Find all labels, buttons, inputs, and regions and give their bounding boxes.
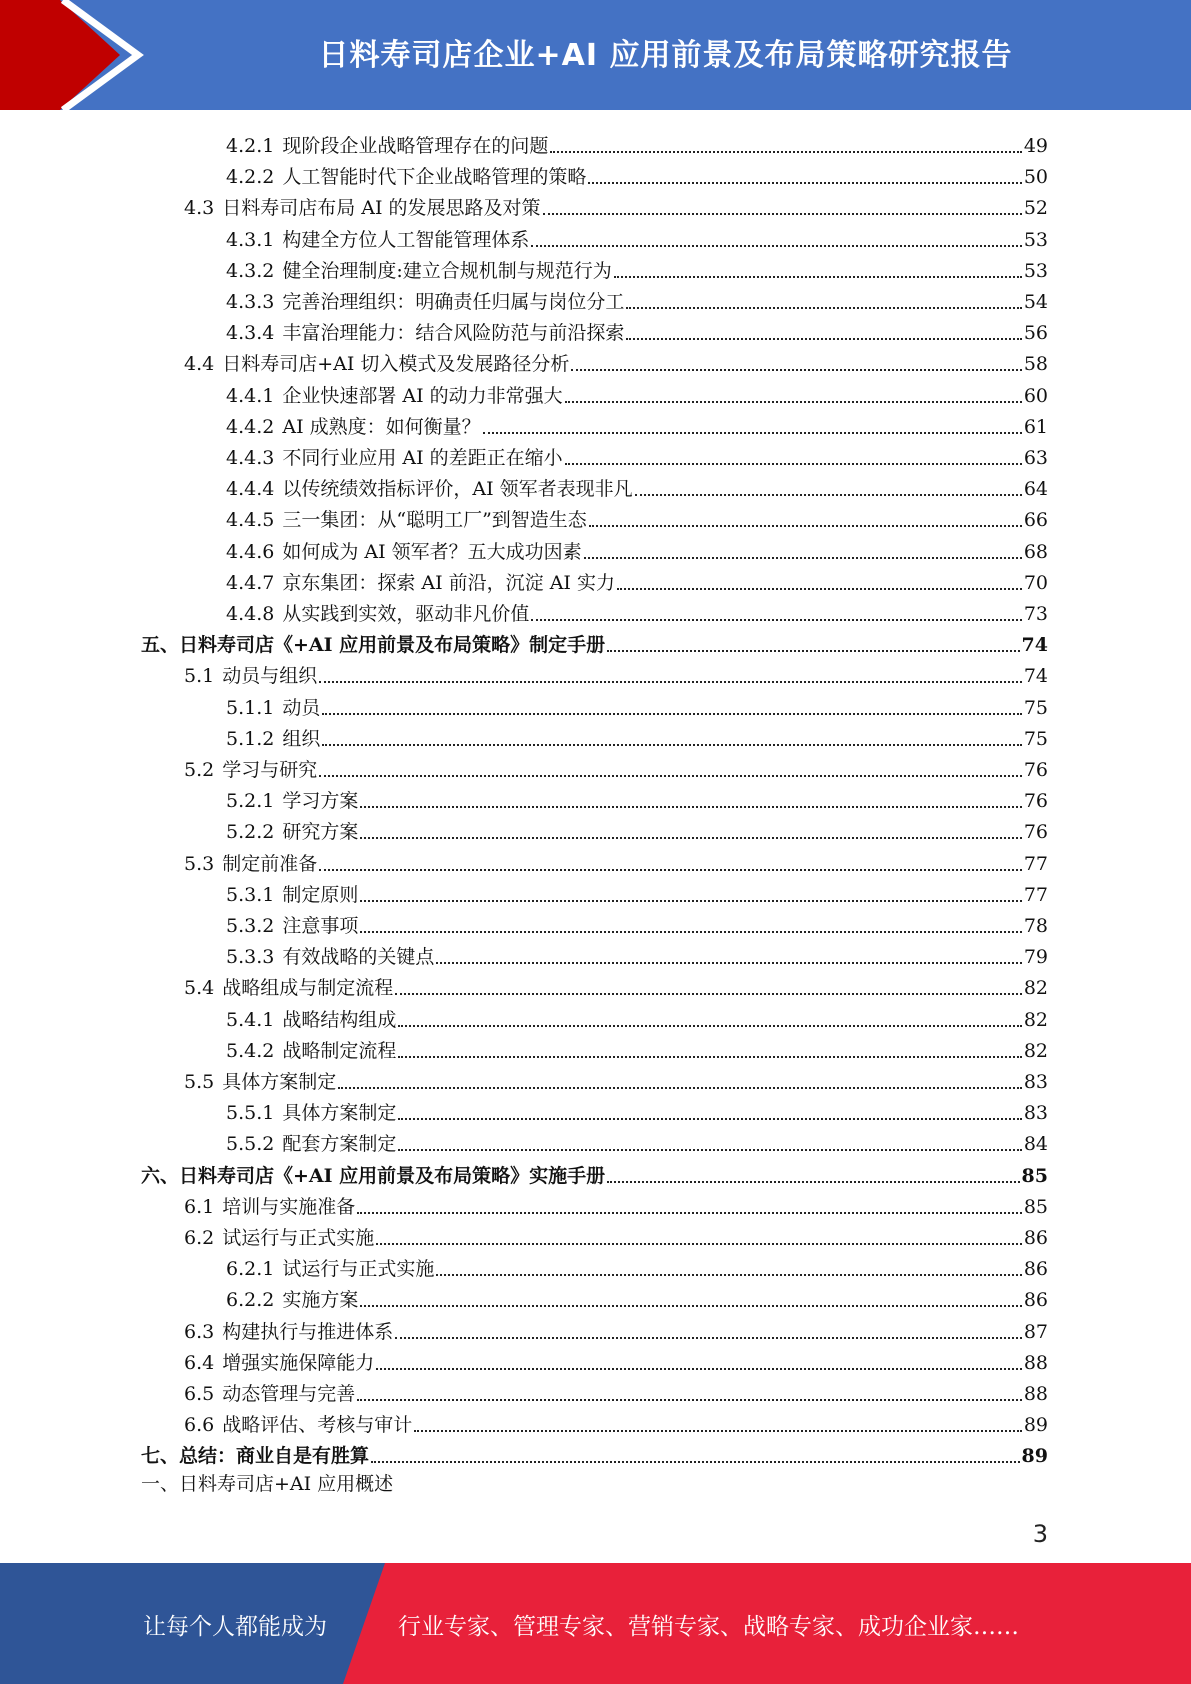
toc-dot-leader xyxy=(531,619,1021,621)
toc-dot-leader xyxy=(589,525,1022,527)
toc-entry[interactable] xyxy=(226,314,1048,345)
toc-entry[interactable] xyxy=(226,1001,1048,1032)
toc-dot-leader xyxy=(395,993,1022,995)
toc-entry-page: 70 xyxy=(1023,571,1048,594)
toc-entry-page: 78 xyxy=(1023,915,1048,937)
toc-entry-page: 85 xyxy=(1021,1164,1048,1187)
toc-entry-number: 5.2 xyxy=(184,759,215,781)
toc-entry[interactable] xyxy=(226,1094,1048,1125)
toc-dot-leader xyxy=(398,1056,1021,1058)
toc-entry-page: 79 xyxy=(1023,946,1048,969)
toc-entry[interactable] xyxy=(184,345,1048,376)
toc-entry-title: 研究方案 xyxy=(282,821,359,844)
toc-entry-page: 66 xyxy=(1023,509,1048,532)
toc-entry-number: 6.5 xyxy=(184,1383,215,1405)
toc-entry-page: 76 xyxy=(1023,821,1048,844)
toc-entry-page: 75 xyxy=(1023,727,1048,750)
toc-entry-number: 4.4.8 xyxy=(226,603,275,625)
toc-dot-leader xyxy=(322,744,1021,746)
toc-entry-title: 试运行与正式实施 xyxy=(282,1258,435,1281)
toc-entry[interactable] xyxy=(226,283,1048,314)
toc-entry[interactable] xyxy=(184,189,1048,220)
toc-entry[interactable] xyxy=(226,501,1048,532)
toc-entry[interactable] xyxy=(184,1188,1048,1219)
document-title: 日料寿司店企业+AI 应用前景及布局策略研究报告 xyxy=(318,38,1013,73)
toc-entry-number: 4.4.2 xyxy=(226,415,275,438)
toc-entry-title: 日料寿司店布局 AI 的发展思路及对策 xyxy=(222,197,541,220)
toc-entry-number: 6.6 xyxy=(184,1414,215,1437)
toc-entry-title: 战略组成与制定流程 xyxy=(222,977,394,1000)
toc-entry[interactable] xyxy=(226,127,1048,158)
toc-dot-leader xyxy=(360,931,1021,933)
toc-dot-leader xyxy=(395,1337,1022,1339)
toc-entry-title: 构建全方位人工智能管理体系 xyxy=(282,228,530,251)
toc-entry-title: 不同行业应用 AI 的差距正在缩小 xyxy=(282,447,563,469)
toc-entry[interactable] xyxy=(141,1157,1048,1188)
toc-entry-number: 4.3.4 xyxy=(226,322,275,345)
toc-entry[interactable] xyxy=(226,720,1048,751)
toc-entry-page: 86 xyxy=(1023,1227,1048,1249)
toc-entry-page: 86 xyxy=(1023,1289,1048,1312)
toc-entry-number: 6.2.2 xyxy=(226,1289,275,1312)
toc-entry-title: 战略制定流程 xyxy=(282,1039,397,1062)
toc-entry-number: 4.3.2 xyxy=(226,259,275,282)
toc-entry[interactable] xyxy=(184,1375,1048,1406)
toc-entry-title: 培训与实施准备 xyxy=(222,1195,356,1218)
toc-entry-page: 77 xyxy=(1023,883,1048,906)
toc-dot-leader xyxy=(338,1087,1022,1089)
toc-entry-title: 如何成为 AI 领军者？五大成功因素 xyxy=(282,540,582,563)
toc-entry-number: 5.1.2 xyxy=(226,727,275,750)
toc-entry-number: 5.4.1 xyxy=(226,1008,275,1031)
toc-entry-page: 54 xyxy=(1023,291,1048,313)
toc-entry-page: 75 xyxy=(1023,696,1048,719)
toc-entry[interactable] xyxy=(226,221,1048,252)
toc-entry[interactable] xyxy=(184,969,1048,1000)
toc-entry-title: 现阶段企业战略管理存在的问题 xyxy=(282,135,549,157)
toc-entry[interactable] xyxy=(184,1406,1048,1437)
toc-entry-number: 七、 xyxy=(141,1445,180,1468)
toc-entry[interactable] xyxy=(226,689,1048,720)
toc-entry-number: 5.3.1 xyxy=(226,883,275,906)
toc-entry-number: 4.4.5 xyxy=(226,509,275,532)
toc-entry[interactable] xyxy=(184,1313,1048,1344)
toc-entry-title: 组织 xyxy=(282,727,321,750)
toc-entry-page: 49 xyxy=(1023,135,1048,157)
toc-dot-leader xyxy=(607,1181,1019,1183)
toc-entry[interactable] xyxy=(184,1344,1048,1375)
toc-entry-title: 从实践到实效，驱动非凡价值 xyxy=(282,603,530,625)
toc-dot-leader xyxy=(414,1430,1022,1432)
toc-dot-leader xyxy=(436,962,1021,964)
toc-dot-leader xyxy=(322,713,1021,715)
toc-entry[interactable] xyxy=(226,1281,1048,1312)
toc-entry[interactable] xyxy=(226,1125,1048,1156)
toc-entry[interactable] xyxy=(226,782,1048,813)
toc-entry-number: 4.4.3 xyxy=(226,447,275,469)
toc-entry-number: 4.3 xyxy=(184,197,215,220)
toc-entry-number: 5.2.1 xyxy=(226,790,275,813)
toc-dot-leader xyxy=(376,1368,1022,1370)
toc-dot-leader xyxy=(398,1025,1021,1027)
toc-entry-number: 4.3.1 xyxy=(226,228,275,251)
toc-entry-page: 73 xyxy=(1023,603,1048,625)
toc-dot-leader xyxy=(550,151,1021,153)
toc-entry-number: 4.4.1 xyxy=(226,384,275,407)
toc-entry[interactable] xyxy=(141,626,1048,657)
toc-entry-page: 61 xyxy=(1023,415,1048,438)
toc-entry-number: 4.4.6 xyxy=(226,540,275,563)
toc-entry-title: 制定前准备 xyxy=(222,852,318,875)
toc-entry[interactable] xyxy=(226,907,1048,938)
toc-entry-title: 试运行与正式实施 xyxy=(222,1227,375,1249)
toc-entry-number: 5.5.2 xyxy=(226,1133,275,1156)
toc-dot-leader xyxy=(360,900,1021,902)
toc-entry-number: 4.4.7 xyxy=(226,571,275,594)
page-header xyxy=(0,0,1191,110)
toc-entry-number: 4.4 xyxy=(184,353,215,376)
toc-dot-leader xyxy=(398,1149,1021,1151)
toc-entry-page: 89 xyxy=(1021,1445,1048,1468)
toc-entry-number: 5.3 xyxy=(184,852,215,875)
toc-entry-title: 日料寿司店+AI 切入模式及发展路径分析 xyxy=(222,353,570,376)
toc-entry-page: 53 xyxy=(1023,259,1048,282)
toc-entry-number: 5.3.3 xyxy=(226,946,275,969)
toc-dot-leader xyxy=(360,837,1021,839)
toc-dot-leader xyxy=(531,245,1021,247)
toc-entry-title: 配套方案制定 xyxy=(282,1133,397,1156)
toc-entry-number: 5.1.1 xyxy=(226,696,275,719)
toc-entry[interactable] xyxy=(226,470,1048,501)
toc-entry[interactable] xyxy=(226,1032,1048,1063)
toc-entry[interactable] xyxy=(226,408,1048,439)
toc-entry-title: 完善治理组织：明确责任归属与岗位分工 xyxy=(282,291,625,313)
toc-dot-leader xyxy=(436,1274,1021,1276)
toc-entry-page: 82 xyxy=(1023,1008,1048,1031)
toc-entry-page: 86 xyxy=(1023,1258,1048,1281)
toc-entry[interactable] xyxy=(226,595,1048,626)
toc-entry[interactable] xyxy=(184,1063,1048,1094)
toc-dot-leader xyxy=(635,494,1022,496)
toc-entry-title: 动态管理与完善 xyxy=(222,1383,356,1405)
toc-entry-number: 4.2.2 xyxy=(226,166,275,189)
toc-entry-page: 88 xyxy=(1023,1351,1048,1374)
header-red-arrow-decoration xyxy=(0,0,150,110)
toc-entry-page: 76 xyxy=(1023,759,1048,781)
toc-entry-page: 89 xyxy=(1023,1414,1048,1437)
toc-entry-title: 实施方案 xyxy=(282,1289,359,1312)
toc-dot-leader xyxy=(483,432,1022,434)
toc-entry[interactable] xyxy=(226,533,1048,564)
toc-entry-page: 50 xyxy=(1023,166,1048,189)
toc-entry-title: 战略评估、考核与审计 xyxy=(222,1414,413,1437)
toc-dot-leader xyxy=(617,588,1022,590)
toc-dot-leader xyxy=(607,650,1019,652)
toc-dot-leader xyxy=(376,1243,1022,1245)
toc-entry-title: 有效战略的关键点 xyxy=(282,946,435,969)
toc-dot-leader xyxy=(357,1212,1022,1214)
toc-dot-leader xyxy=(614,276,1022,278)
page-number: 3 xyxy=(1032,1520,1048,1548)
toc-entry-number: 5.5.1 xyxy=(226,1102,275,1125)
toc-entry-title: 人工智能时代下企业战略管理的策略 xyxy=(282,166,587,189)
toc-entry-number: 五、 xyxy=(141,634,180,657)
toc-entry-title: 丰富治理能力：结合风险防范与前沿探索 xyxy=(282,322,625,345)
toc-entry-title: 构建执行与推进体系 xyxy=(222,1320,394,1343)
toc-entry-page: 85 xyxy=(1023,1195,1048,1218)
toc-entry[interactable] xyxy=(226,439,1048,470)
toc-dot-leader xyxy=(543,213,1022,215)
toc-dot-leader xyxy=(626,338,1021,340)
toc-entry-page: 68 xyxy=(1023,540,1048,563)
toc-entry-page: 53 xyxy=(1023,228,1048,251)
toc-entry-title: 以传统绩效指标评价，AI 领军者表现非凡 xyxy=(282,478,633,501)
toc-entry-number: 6.4 xyxy=(184,1351,215,1374)
toc-dot-leader xyxy=(319,681,1022,683)
toc-entry-title: 动员 xyxy=(282,696,321,719)
toc-entry-title: 总结：商业自是有胜算 xyxy=(179,1445,370,1468)
toc-entry-page: 74 xyxy=(1023,665,1048,688)
footer-slogan-right: 行业专家、管理专家、营销专家、战略专家、成功企业家…… xyxy=(398,1614,1019,1640)
toc-entry[interactable] xyxy=(226,252,1048,283)
toc-entry[interactable] xyxy=(226,876,1048,907)
toc-dot-leader xyxy=(584,557,1022,559)
toc-entry[interactable] xyxy=(226,813,1048,844)
toc-dot-leader xyxy=(571,369,1021,371)
toc-entry-page: 82 xyxy=(1023,977,1048,1000)
toc-entry[interactable] xyxy=(226,938,1048,969)
toc-entry-title: 制定原则 xyxy=(282,883,359,906)
toc-entry-page: 77 xyxy=(1023,852,1048,875)
toc-entry-page: 63 xyxy=(1023,447,1048,469)
toc-entry-title: 日料寿司店《+AI 应用前景及布局策略》实施手册 xyxy=(179,1164,606,1187)
toc-entry-page: 84 xyxy=(1023,1133,1048,1156)
toc-dot-leader xyxy=(588,182,1021,184)
toc-dot-leader xyxy=(398,1118,1021,1120)
toc-entry[interactable] xyxy=(184,845,1048,876)
toc-dot-leader xyxy=(626,307,1021,309)
toc-entry-number: 4.3.3 xyxy=(226,291,275,313)
toc-entry-number: 6.1 xyxy=(184,1195,215,1218)
toc-entry-page: 52 xyxy=(1023,197,1048,220)
toc-entry-page: 87 xyxy=(1023,1320,1048,1343)
toc-entry-number: 5.3.2 xyxy=(226,915,275,937)
toc-entry-number: 5.4 xyxy=(184,977,215,1000)
toc-entry[interactable] xyxy=(226,564,1048,595)
toc-entry-number: 5.1 xyxy=(184,665,215,688)
toc-entry-page: 58 xyxy=(1023,353,1048,376)
toc-entry-title: 三一集团：从“聪明工厂”到智造生态 xyxy=(282,509,587,532)
toc-entry[interactable] xyxy=(141,1437,1048,1468)
toc-dot-leader xyxy=(360,806,1021,808)
toc-entry-page: 60 xyxy=(1023,384,1048,407)
toc-entry-title: 增强实施保障能力 xyxy=(222,1351,375,1374)
toc-entry[interactable] xyxy=(184,751,1048,782)
toc-entry-title: 日料寿司店《+AI 应用前景及布局策略》制定手册 xyxy=(179,634,606,657)
toc-dot-leader xyxy=(360,1305,1021,1307)
toc-dot-leader xyxy=(357,1399,1022,1401)
toc-dot-leader xyxy=(565,463,1022,465)
toc-entry[interactable] xyxy=(226,1250,1048,1281)
toc-entry[interactable] xyxy=(184,1219,1048,1250)
toc-entry-number: 6.2 xyxy=(184,1227,215,1249)
toc-entry-number: 6.3 xyxy=(184,1320,215,1343)
toc-entry-title: 具体方案制定 xyxy=(282,1102,397,1125)
toc-dot-leader xyxy=(371,1461,1020,1463)
toc-entry-number: 5.2.2 xyxy=(226,821,275,844)
toc-entry-page: 82 xyxy=(1023,1039,1048,1062)
toc-entry[interactable] xyxy=(226,158,1048,189)
toc-entry-number: 4.4.4 xyxy=(226,478,275,501)
toc-entry-page: 74 xyxy=(1021,634,1048,657)
toc-entry-page: 76 xyxy=(1023,790,1048,813)
toc-entry-title: AI 成熟度：如何衡量？ xyxy=(282,415,481,438)
toc-entry-title: 学习与研究 xyxy=(222,759,318,781)
toc-entry-title: 京东集团：探索 AI 前沿，沉淀 AI 实力 xyxy=(282,571,615,594)
toc-entry-title: 注意事项 xyxy=(282,915,359,937)
toc-entry-number: 六、 xyxy=(141,1164,180,1187)
toc-entry-number: 5.5 xyxy=(184,1071,215,1093)
toc-dot-leader xyxy=(319,775,1022,777)
toc-entry-title: 健全治理制度:建立合规机制与规范行为 xyxy=(282,259,612,282)
toc-entry-number: 5.4.2 xyxy=(226,1039,275,1062)
toc-entry-page: 83 xyxy=(1023,1071,1048,1093)
toc-entry[interactable] xyxy=(226,377,1048,408)
toc-entry-page: 83 xyxy=(1023,1102,1048,1125)
footer-slogan-left: 让每个人都能成为 xyxy=(143,1614,327,1640)
toc-entry[interactable] xyxy=(184,657,1048,688)
toc-entry-page: 88 xyxy=(1023,1383,1048,1405)
page-footer xyxy=(0,1563,1191,1684)
section-heading-line: 一、日料寿司店+AI 应用概述 xyxy=(141,1473,394,1495)
toc-dot-leader xyxy=(319,869,1022,871)
toc-entry-page: 64 xyxy=(1023,478,1048,501)
toc-entry-title: 企业快速部署 AI 的动力非常强大 xyxy=(282,384,563,407)
toc-entry-title: 动员与组织 xyxy=(222,665,318,688)
toc-dot-leader xyxy=(565,401,1022,403)
toc-entry-page: 56 xyxy=(1023,322,1048,345)
toc-entry-title: 具体方案制定 xyxy=(222,1071,337,1093)
toc-entry-number: 4.2.1 xyxy=(226,135,275,157)
toc-entry-title: 战略结构组成 xyxy=(282,1008,397,1031)
toc-entry-number: 6.2.1 xyxy=(226,1258,275,1281)
toc-entry-title: 学习方案 xyxy=(282,790,359,813)
